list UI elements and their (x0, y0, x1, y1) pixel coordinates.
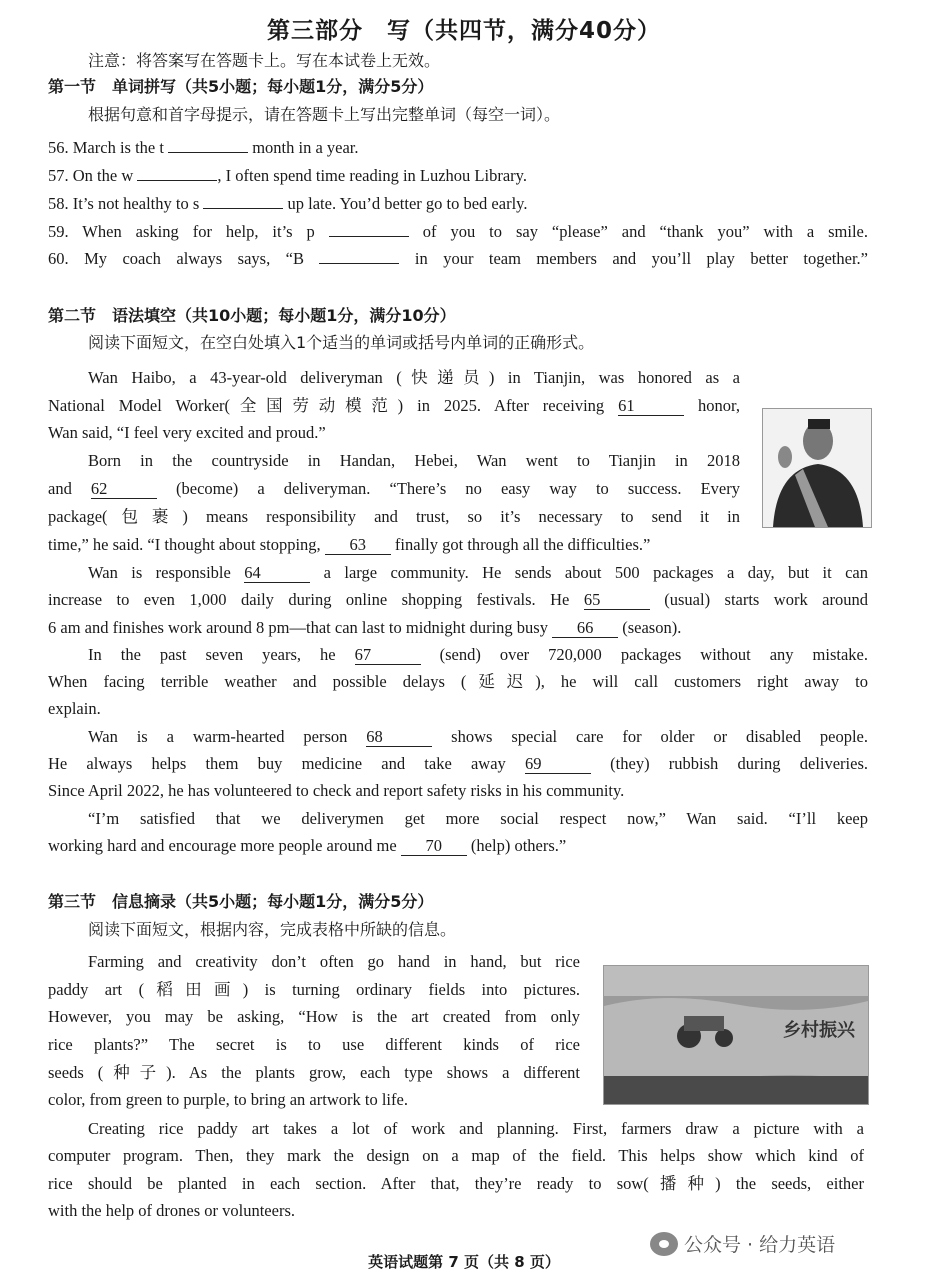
text-segment: (season). (618, 618, 682, 637)
answer-blank: 66 (552, 619, 618, 638)
text-segment: package(包裹) means responsibility and trust, so it’s necessary to send it in (48, 507, 740, 526)
text-line (48, 589, 868, 611)
answer-blank (137, 180, 217, 181)
text-segment: (usual) starts work around (649, 590, 868, 609)
text-segment: 注意：将答案写在答题卡上。写在本试卷上无效。 (88, 51, 441, 70)
text-segment: up late. You’d better go to bed early. (283, 194, 528, 213)
text-segment: 第二节 语法填空（共10小题；每小题1分，满分10分） (48, 306, 456, 325)
text-segment: 59. When asking for help, it’s p (48, 222, 329, 241)
text-line (88, 951, 580, 973)
text-line (48, 1062, 580, 1084)
text-segment: seeds (种子). As the plants grow, each type shows a different (48, 1063, 580, 1082)
text-segment: He always helps them buy medicine and take away (48, 754, 525, 773)
text-line (48, 422, 326, 444)
text-segment: 阅读下面短文，根据内容，完成表格中所缺的信息。 (88, 920, 457, 939)
text-segment: paddy art (稻田画) is turning ordinary fields into pictures. (48, 980, 580, 999)
text-segment: Creating rice paddy art takes a lot of work and planning. First, farmers draw a picture with a (88, 1119, 864, 1138)
answer-blank: 68 (366, 728, 432, 747)
text-segment: (they) rubbish during deliveries. (590, 754, 869, 773)
text-line (48, 1089, 408, 1111)
answer-blank: 64 (244, 564, 310, 583)
text-segment: 第一节 单词拼写（共5小题；每小题1分，满分5分） (48, 77, 434, 96)
answer-blank (203, 208, 283, 209)
text-segment: computer program. Then, they mark the design on a map of the field. This helps show which kind of (48, 1146, 864, 1165)
text-segment: explain. (48, 699, 101, 718)
text-segment: shows special care for older or disabled people. (432, 727, 868, 746)
text-line (48, 478, 740, 500)
text-line (88, 367, 740, 389)
text-segment: (help) others.” (466, 836, 567, 855)
text-line (48, 671, 868, 693)
text-segment: 56. March is the t (48, 138, 169, 157)
text-segment: rice plants?” The secret is to use different kinds of rice (48, 1035, 580, 1054)
text-segment: When facing terrible weather and possible delays (延迟), he will call customers right away to (48, 672, 868, 691)
text-segment: in your team members and you’ll play better together.” (399, 249, 868, 268)
text-segment: 57. On the w (48, 166, 138, 185)
text-segment: 6 am and finishes work around 8 pm—that can last to midnight during busy (48, 618, 553, 637)
text-segment: , I often spend time reading in Luzhou Library. (217, 166, 527, 185)
text-segment: In the past seven years, he (88, 645, 355, 664)
text-line (48, 165, 527, 187)
text-segment: rice should be planted in each section. After that, they’re ready to sow(播种) the seeds, either (48, 1174, 864, 1193)
text-line (48, 698, 101, 720)
page-footer: 英语试题第 7 页（共 8 页） (368, 1253, 560, 1271)
text-segment: of you to say “please” and “thank you” with a smile. (408, 222, 868, 241)
text-segment: a large community. He sends about 500 packages a day, but it can (310, 563, 868, 582)
section-title: 第三部分 写（共四节，满分40分） (266, 18, 661, 44)
answer-blank (329, 236, 409, 237)
text-line (48, 1145, 864, 1167)
text-segment: 阅读下面短文，在空白处填入1个适当的单词或括号内单词的正确形式。 (88, 333, 595, 352)
text-segment: National Model Worker(全国劳动模范) in 2025. After receiving (48, 396, 619, 415)
text-line (48, 1034, 580, 1056)
text-segment: (send) over 720,000 packages without any mistake. (420, 645, 868, 664)
text-line (48, 835, 566, 857)
text-segment: working hard and encourage more people around me (48, 836, 401, 855)
text-line (48, 221, 868, 243)
answer-blank (168, 152, 248, 153)
text-segment: 第三节 信息摘录（共5小题；每小题1分，满分5分） (48, 892, 434, 911)
text-line (48, 1173, 864, 1195)
text-segment: 58. It’s not healthy to s (48, 194, 204, 213)
text-segment: “I’m satisfied that we deliverymen get more social respect now,” Wan said. “I’ll keep (88, 809, 868, 828)
text-line (88, 450, 740, 472)
answer-blank: 63 (325, 536, 391, 555)
text-segment: month in a year. (248, 138, 359, 157)
text-line (48, 248, 868, 270)
section-heading (48, 305, 456, 327)
text-line (48, 395, 740, 417)
instruction-text (88, 332, 594, 354)
text-segment: color, from green to purple, to bring an artwork to life. (48, 1090, 408, 1109)
text-line (88, 562, 868, 584)
text-segment: Wan is a warm-hearted person (88, 727, 367, 746)
answer-blank: 62 (91, 480, 157, 499)
text-line (48, 534, 650, 556)
watermark-text: 公众号 · 给力英语 (684, 1234, 836, 1256)
rice-paddy-art-photo (603, 965, 869, 1105)
instruction-text (88, 919, 456, 941)
text-segment: finally got through all the difficulties.” (390, 535, 651, 554)
answer-blank: 69 (525, 755, 591, 774)
text-line (88, 726, 868, 748)
instruction-text (88, 50, 440, 72)
text-line (88, 1118, 864, 1140)
text-line (48, 753, 868, 775)
answer-blank: 65 (584, 591, 650, 610)
text-line (48, 1006, 580, 1028)
text-segment: 60. My coach always says, “B (48, 249, 320, 268)
text-line (48, 193, 527, 215)
text-segment: Farming and creativity don’t often go hand in hand, but rice (88, 952, 580, 971)
text-segment: honor, (684, 396, 740, 415)
text-line (48, 1200, 295, 1222)
text-segment: Born in the countryside in Handan, Hebei, Wan went to Tianjin in 2018 (88, 451, 740, 470)
text-line (48, 780, 624, 802)
text-segment: Since April 2022, he has volunteered to check and report safety risks in his community. (48, 781, 625, 800)
text-line (48, 617, 681, 639)
text-segment: time,” he said. “I thought about stopping, (48, 535, 325, 554)
text-segment: with the help of drones or volunteers. (48, 1201, 295, 1220)
text-line (88, 644, 868, 666)
text-segment: 根据句意和首字母提示，请在答题卡上写出完整单词（每空一词）。 (88, 105, 561, 124)
text-segment: and (48, 479, 91, 498)
text-line (48, 979, 580, 1001)
text-line (48, 506, 740, 528)
text-segment: However, you may be asking, “How is the art created from only (48, 1007, 580, 1026)
answer-blank: 70 (401, 837, 467, 856)
text-segment: Wan said, “I feel very excited and proud.” (48, 423, 326, 442)
section-heading (48, 76, 433, 98)
deliveryman-photo (762, 408, 872, 528)
answer-blank: 61 (618, 397, 684, 416)
text-segment: Wan Haibo, a 43-year-old deliveryman (快递员) in Tianjin, was honored as a (88, 368, 740, 387)
text-line (88, 808, 868, 830)
instruction-text (88, 104, 560, 126)
answer-blank: 67 (355, 646, 421, 665)
banner-text: 乡村振兴 (783, 1020, 855, 1041)
text-segment: increase to even 1,000 daily during online shopping festivals. He (48, 590, 584, 609)
text-line (48, 137, 359, 159)
text-segment: Wan is responsible (88, 563, 245, 582)
text-segment: (become) a deliveryman. “There’s no easy way to success. Every (156, 479, 740, 498)
section-heading (48, 891, 433, 913)
answer-blank (319, 263, 399, 264)
